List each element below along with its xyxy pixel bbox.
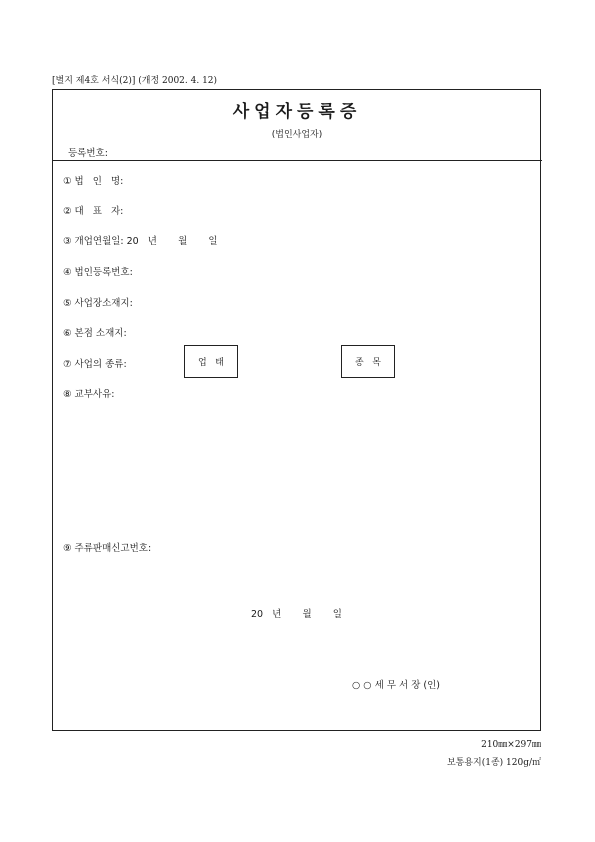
registration-number-label: 등록번호: [68,148,108,159]
field-opening-date: ③ 개업연월일: 20 년 월 일 [63,236,218,247]
field-corporate-registration-number: ④ 법인등록번호: [63,267,133,278]
title-divider [52,160,542,161]
business-type-box: 업 태 [184,345,238,378]
field-business-type: ⑦ 사업의 종류: [63,359,127,370]
issuer-signature: ○ ○ 세 무 서 장 (인) [352,680,440,691]
field-corporation-name: ① 법 인 명: [63,176,124,187]
paper-type-note: 보통용지(1종) 120g/㎡ [446,758,541,768]
document-title: 사업자등록증 [232,102,362,122]
field-business-address: ⑤ 사업장소재지: [63,298,133,309]
document-subtitle: (법인사업자) [271,130,323,140]
form-reference-header: [별지 제4호 서식(2)] (개정 2002. 4. 12) [52,76,218,86]
issue-date: 20 년 월 일 [251,609,342,620]
field-head-office-address: ⑥ 본점 소재지: [63,328,127,339]
paper-size-note: 210㎜×297㎜ [481,740,541,750]
field-representative: ② 대 표 자: [63,206,124,217]
certificate-form-border [52,89,541,731]
field-liquor-sales-report-number: ⑨ 주류판매신고번호: [63,543,152,554]
business-item-box: 종 목 [341,345,395,378]
field-issue-reason: ⑧ 교부사유: [63,389,115,400]
